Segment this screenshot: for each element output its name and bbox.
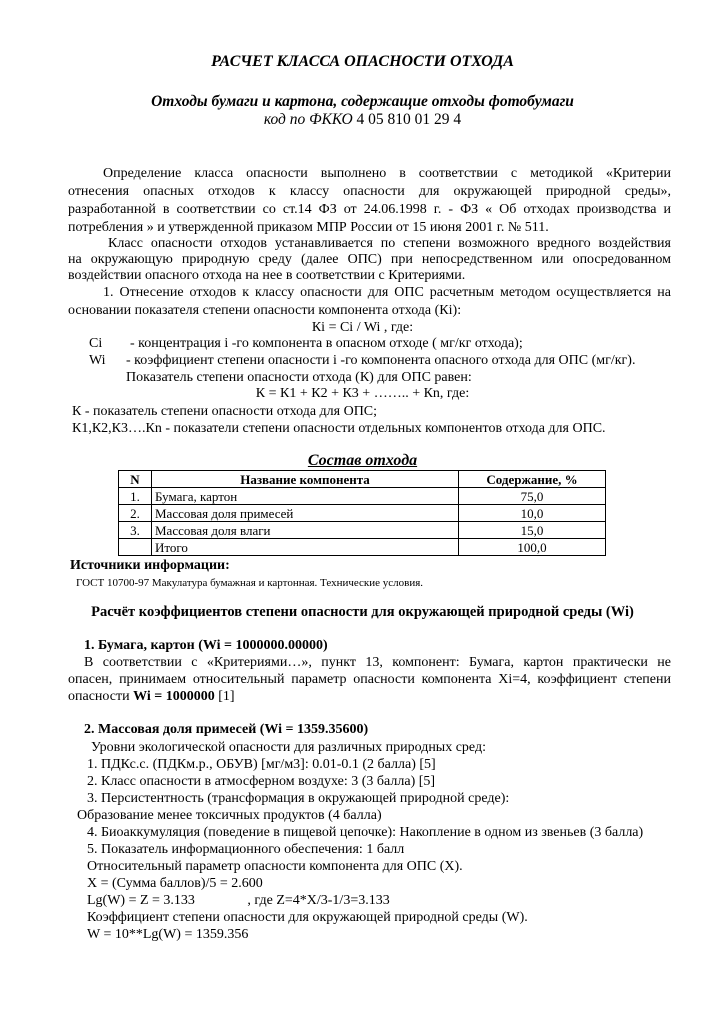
component-2-line: 2. Класс опасности в атмосферном воздухе: 3 (3 балла) [5] (87, 774, 436, 789)
wi-definition: - коэффициент степени опасности i -го компонента опасного отхода для ОПС (мг/кг). (126, 353, 636, 368)
intro-p1-line1: Определение класса опасности выполнено в соответствии с методикой «Критерии (103, 166, 671, 181)
sources-item: ГОСТ 10700-97 Макулатура бумажная и картонная. Технические условия. (76, 577, 424, 589)
table-row (119, 522, 606, 539)
ci-label: Ci (89, 336, 103, 351)
component-1-line1: В соответствии с «Критериями…», пункт 13, компонент: Бумага, картон практически не (84, 655, 671, 670)
intro-p3-line2: основании показателя степени опасности компонента отхода (Кi): (68, 303, 462, 318)
component-2-line: 5. Показатель информационного обеспечения: 1 балл (87, 842, 405, 857)
intro-p2-line1: Класс опасности отходов устанавливается по степени возможного вредного воздействия (108, 236, 671, 251)
row-value: 15,0 (459, 522, 606, 539)
composition-title: Состав отхода (307, 452, 418, 469)
composition-table (118, 470, 606, 556)
component-2-line: 3. Персистентность (трансформация в окружающей природной среде): (87, 791, 510, 806)
component-1-line3 (68, 689, 235, 705)
intro-p1-line3: разработанной в соответствии со ст.14 ФЗ от 24.06.1998 г. - ФЗ « Об отходах производства и (68, 202, 671, 217)
component-2-line: Относительный параметр опасности компонента для ОПС (X). (87, 859, 463, 874)
row-number: 3. (119, 522, 152, 539)
formula-ki: Кi = Ci / Wi , где: (311, 320, 414, 335)
row-value: 100,0 (459, 539, 606, 556)
component-1-wi-value: Wi = 1000000 (133, 689, 215, 704)
kn-definition: К1,К2,К3….Кn - показатели степени опасности отдельных компонентов отхода для ОПС. (72, 421, 606, 436)
calc-heading: Расчёт коэффициентов степени опасности для окружающей природной среды (Wi) (91, 604, 634, 620)
component-1-line2: опасен, принимаем относительный параметр опасности компонента Xi=4, коэффициент степени (68, 672, 671, 687)
wi-label: Wi (89, 353, 106, 368)
document-subtitle: Отходы бумаги и картона, содержащие отходы фотобумаги (151, 93, 574, 110)
component-2-line: X = (Сумма баллов)/5 = 2.600 (87, 876, 263, 891)
row-number: 2. (119, 505, 152, 522)
fkko-code (0, 111, 725, 129)
row-value: 10,0 (459, 505, 606, 522)
component-1-line3-prefix: опасности (68, 689, 134, 704)
k-definition: К - показатель степени опасности отхода для ОПС; (72, 404, 378, 419)
column-header-content: Содержание, % (459, 471, 606, 488)
table-header-row (119, 471, 606, 488)
component-2-line: Уровни экологической опасности для различных природных сред: (91, 740, 486, 755)
row-number: 1. (119, 488, 152, 505)
intro-p1-line4: потребления » и утвержденной приказом МПР России от 15 июня 2001 г. № 511. (68, 220, 549, 235)
k-formula: К = К1 + К2 + К3 + …….. + Кn, где: (255, 386, 470, 401)
intro-p1-line2: отнесения опасных отходов к классу опасности для окружающей природной среды», (68, 184, 671, 199)
component-2-heading: 2. Массовая доля примесей (Wi = 1359.35600) (84, 722, 369, 737)
row-name: Массовая доля влаги (152, 522, 459, 539)
component-1-line3-ref: [1] (214, 689, 235, 704)
table-row (119, 488, 606, 505)
document-title: РАСЧЕТ КЛАССА ОПАСНОСТИ ОТХОДА (211, 53, 514, 70)
component-2-line: Коэффициент степени опасности для окружающей природной среды (W). (87, 910, 528, 925)
row-name: Итого (152, 539, 459, 556)
component-2-line: W = 10**Lg(W) = 1359.356 (87, 927, 249, 942)
row-name: Бумага, картон (152, 488, 459, 505)
ci-definition: - концентрация i -го компонента в опасном отходе ( мг/кг отхода); (130, 336, 523, 351)
fkko-code-prefix: код по ФККО (263, 111, 353, 128)
table-row-total (119, 539, 606, 556)
column-header-n: N (119, 471, 152, 488)
component-2-line: Образование менее токсичных продуктов (4 балла) (77, 808, 382, 823)
intro-p2-line3: воздействии опасного отхода на нее в соответствии с Критериями. (68, 268, 466, 283)
row-value: 75,0 (459, 488, 606, 505)
intro-p2-line2: на окружающую природную среду (далее ОПС) при непосредственном или опосредованном (68, 252, 671, 267)
component-2-line: 1. ПДКс.с. (ПДКм.р., ОБУВ) [мг/м3]: 0.01-0.1 (2 балла) [5] (87, 757, 436, 772)
column-header-name: Название компонента (152, 471, 459, 488)
row-name: Массовая доля примесей (152, 505, 459, 522)
sources-heading: Источники информации: (70, 558, 230, 573)
component-2-line: 4. Биоаккумуляция (поведение в пищевой цепочке): Накопление в одном из звеньев (3 балла) (87, 825, 644, 840)
table-row (119, 505, 606, 522)
component-2-line: Lg(W) = Z = 3.133 , где Z=4*X/3-1/3=3.133 (87, 893, 390, 908)
k-intro: Показатель степени опасности отхода (К) для ОПС равен: (126, 370, 472, 385)
component-1-heading: 1. Бумага, картон (Wi = 1000000.00000) (84, 638, 328, 653)
fkko-code-value: 4 05 810 01 29 4 (356, 111, 462, 128)
intro-p3-line1: 1. Отнесение отходов к классу опасности для ОПС расчетным методом осуществляется на (103, 285, 671, 300)
row-number (119, 539, 152, 556)
